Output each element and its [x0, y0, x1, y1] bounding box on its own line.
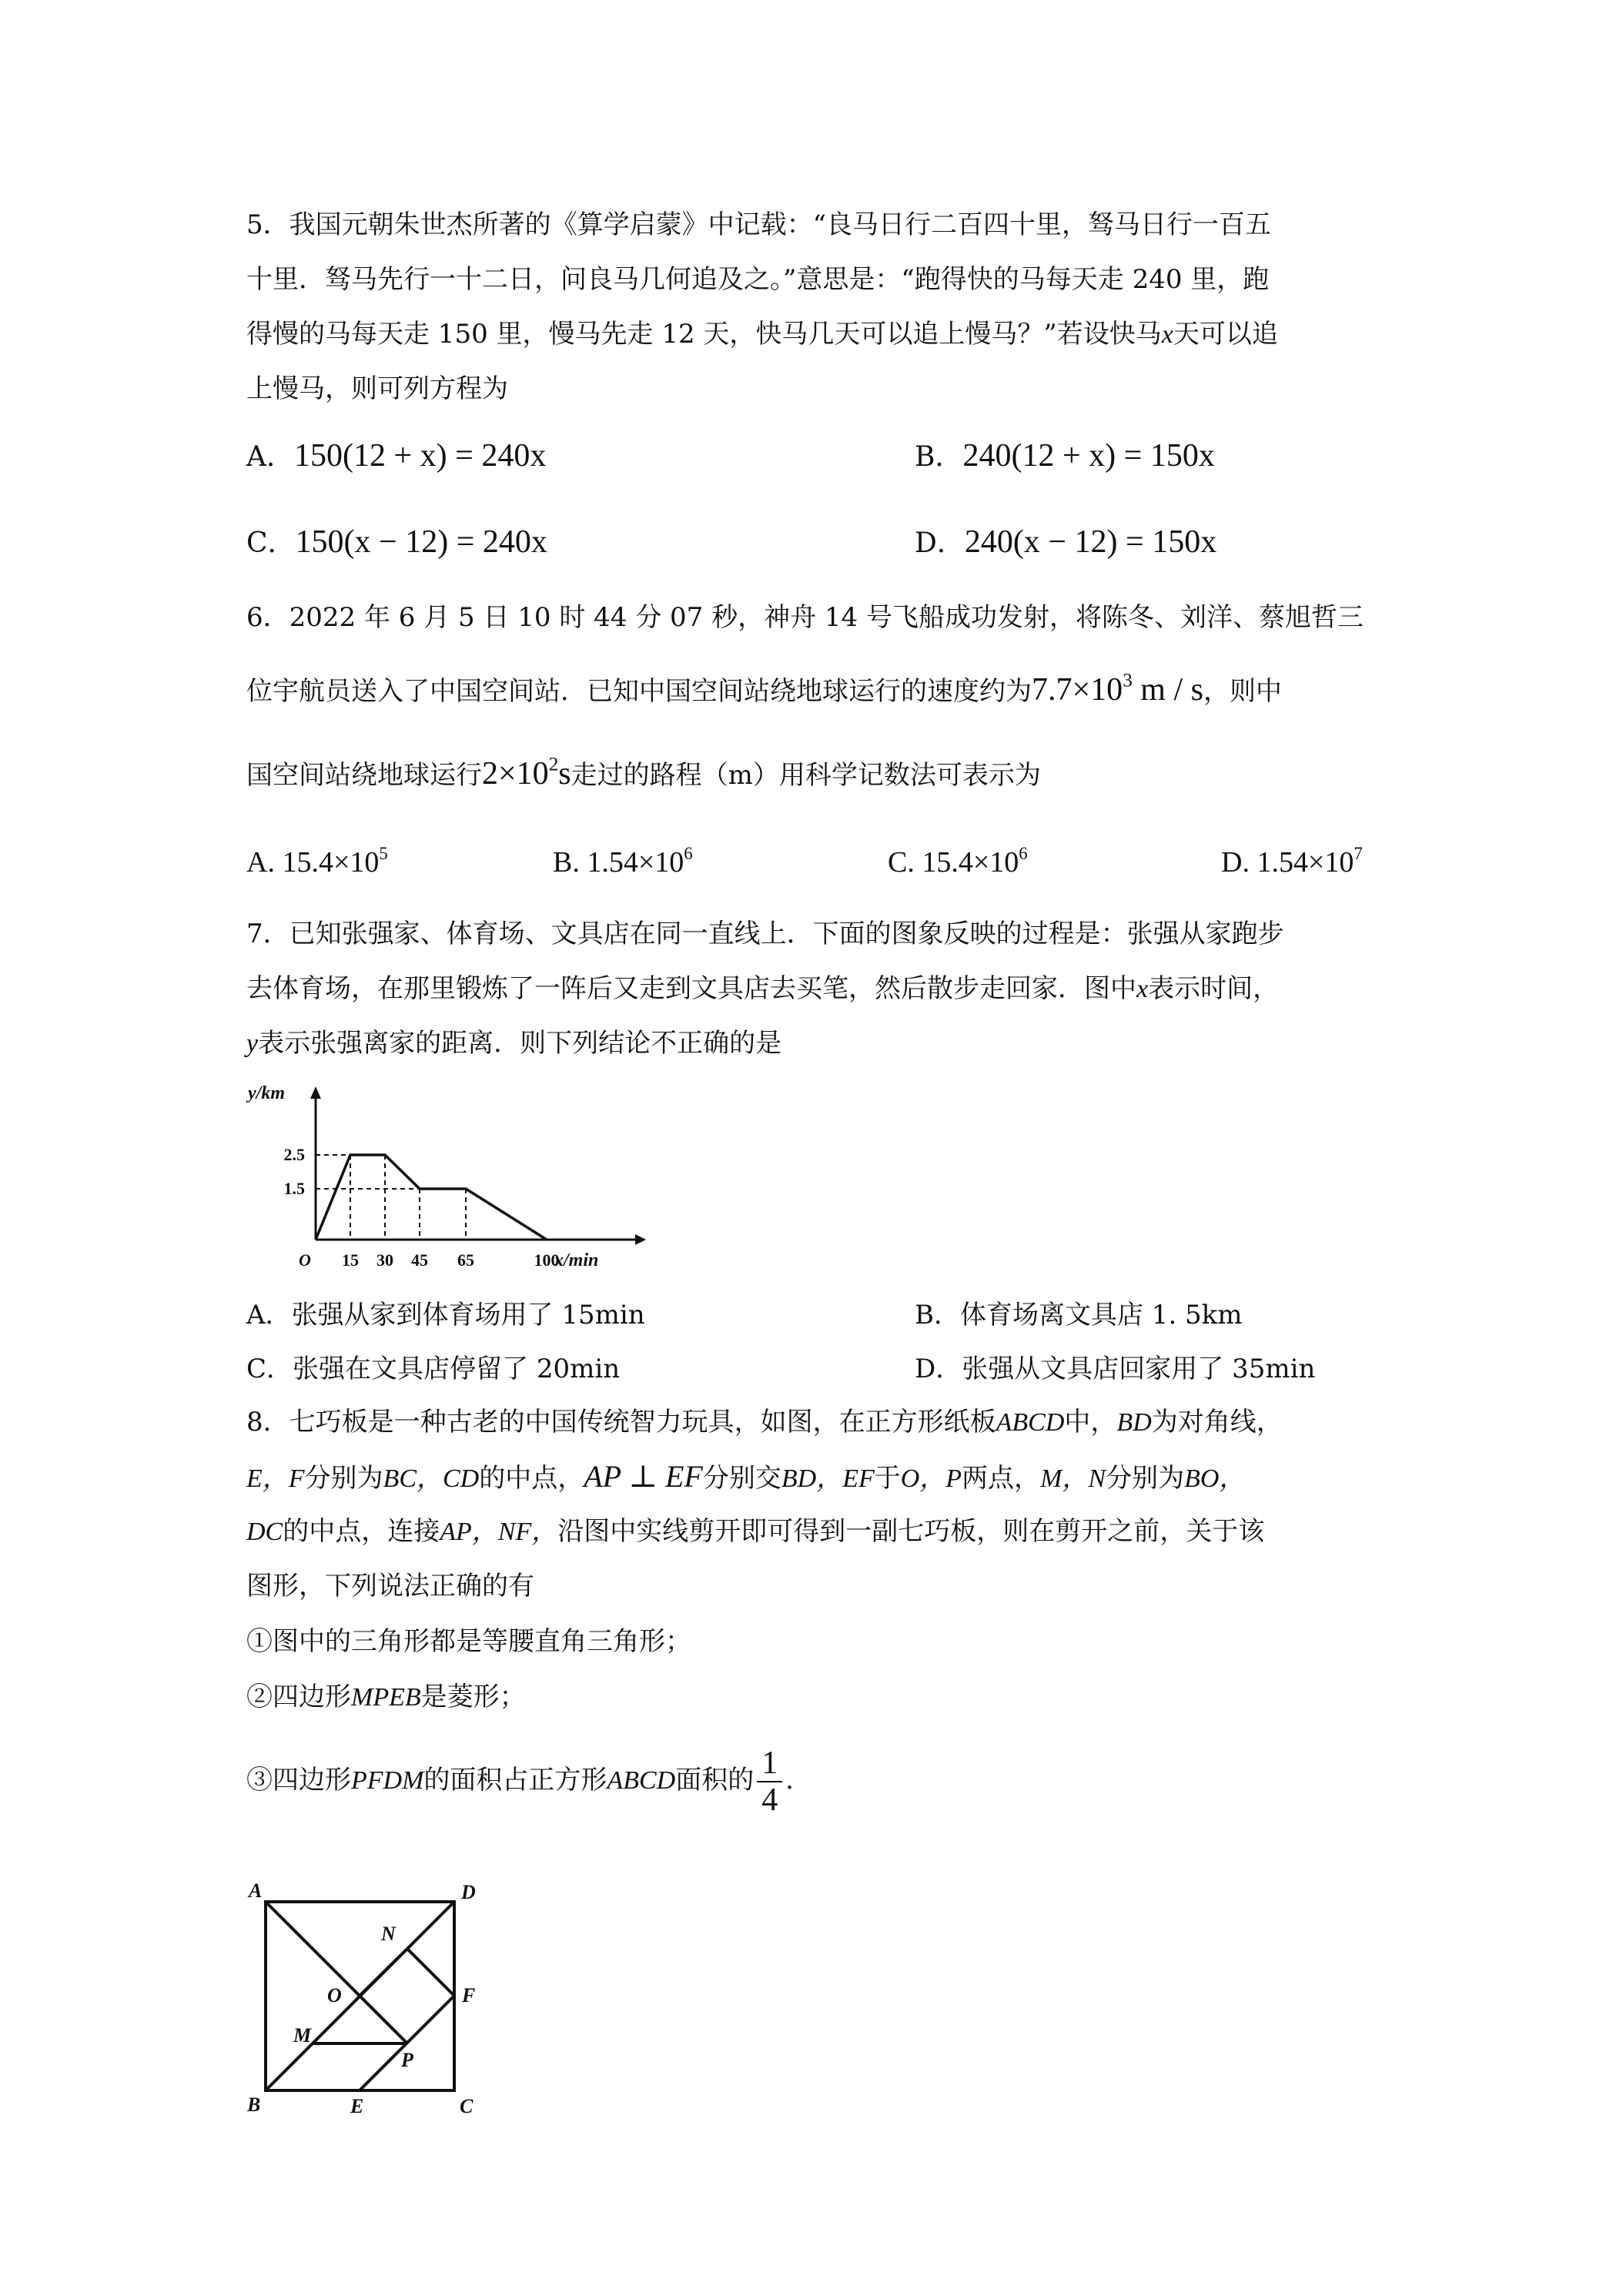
x-tick-label-65: 65 [457, 1250, 474, 1270]
x-tick-label-15: 15 [342, 1250, 359, 1270]
option-exponent: 6 [684, 844, 693, 864]
option-text: 体育场离文具店 1. 5km [960, 1300, 1243, 1330]
q7-option-c[interactable] [246, 1354, 620, 1384]
option-text: 张强在文具店停留了 20min [293, 1354, 621, 1384]
q6-line-2 [246, 670, 1282, 708]
option-exponent: 6 [1019, 844, 1028, 864]
q6-line-1: 6．2022 年 6 月 5 日 10 时 44 分 07 秒，神舟 14 号飞船成功发射，将陈冬、刘洋、蔡旭哲三 [246, 602, 1364, 633]
tangram-figure [243, 1879, 489, 2140]
label-c: C [460, 2095, 474, 2117]
option-label: D. [1221, 846, 1250, 879]
q7-option-d[interactable] [915, 1354, 1315, 1384]
label-b: B [247, 2094, 261, 2116]
q6-line-3-text: 国空间站绕地球运行 [246, 760, 482, 791]
option-expression: 240(12 + x) = 150x [962, 438, 1215, 474]
speed-value: $7.7\times 10^3$ m / s [1032, 670, 1203, 708]
option-label: A． [246, 441, 294, 473]
origin-label: O [299, 1250, 311, 1270]
q8-line-1: 8．七巧板是一种古老的中国传统智力玩具，如图，在正方形纸板ABCD中，BD为对角线， [246, 1407, 1283, 1438]
option-label: C. [888, 846, 915, 879]
q6-option-a[interactable] [246, 844, 388, 879]
q6-line-3-end: 走过的路程（m）用科学记数法可表示为 [571, 760, 1041, 791]
option-value: 1.54×10 [587, 846, 684, 879]
q6-line-2-end: ，则中 [1203, 676, 1282, 707]
q7-line-2-text: 去体育场，在那里锻炼了一阵后又走到文具店去买笔，然后散步走回家．图中 [246, 973, 1136, 1004]
option-label: A. [246, 846, 275, 879]
option-value: 1.54×10 [1257, 846, 1354, 879]
option-exponent: 7 [1354, 844, 1363, 864]
segment-no [360, 1949, 407, 1996]
q7-line-2 [246, 973, 1279, 1005]
x-tick-label-45: 45 [411, 1250, 428, 1270]
option-value: 15.4×10 [282, 846, 380, 879]
q8-line-2: E，F分别为BC，CD的中点，AP ⊥ EF分别交BD，EF于O，P两点，M，N分别为BO， [246, 1459, 1246, 1494]
q5-line-3-text: 得慢的马每天走 150 里，慢马先走 12 天，快马几天可以追上慢马？”若设快马 [246, 319, 1162, 350]
distance-time-chart [246, 1082, 647, 1278]
label-e: E [350, 2095, 364, 2117]
q5-option-c[interactable] [246, 524, 547, 560]
q7-var-y: y [246, 1029, 259, 1058]
q6-option-d[interactable] [1221, 844, 1363, 879]
option-label: D． [915, 527, 965, 559]
option-expression: 150(12 + x) = 240x [294, 438, 547, 474]
time-value: $2\times 10^2s$ [482, 754, 571, 792]
x-axis-label: x/min [554, 1250, 599, 1270]
q5-option-b[interactable] [915, 440, 1215, 473]
x-axis-arrow [635, 1234, 646, 1245]
q5-line-3 [246, 319, 1278, 350]
label-p: P [401, 2049, 413, 2071]
q7-line-3 [246, 1028, 781, 1059]
option-label: B． [915, 1300, 960, 1330]
q7-option-b[interactable] [915, 1300, 1243, 1330]
label-d: D [461, 1881, 476, 1903]
q5-line-1: 5．我国元朝朱世杰所著的《算学启蒙》中记载：“良马日行二百四十里，驽马日行一百五 [246, 209, 1272, 240]
q6-option-b[interactable] [553, 844, 693, 879]
q5-option-d[interactable] [915, 524, 1217, 560]
q7-line-3-text: 表示张强离家的距离．则下列结论不正确的是 [258, 1028, 782, 1059]
option-value: 15.4×10 [922, 846, 1019, 879]
segment-nf [407, 1949, 454, 1996]
q7-line-2-end: 表示时间， [1148, 973, 1280, 1004]
option-expression: 150(x − 12) = 240x [295, 524, 547, 560]
y-axis-label: y/km [248, 1083, 285, 1103]
q5-option-a[interactable] [246, 440, 546, 473]
q5-var-x: x [1161, 320, 1173, 349]
q6-option-c[interactable] [888, 844, 1028, 879]
q8-statement-3: ③四边形PFDM的面积占正方形ABCD面积的 $\frac{1}{4}$ ． [246, 1745, 812, 1818]
y-tick-label-1.5: 1.5 [283, 1179, 305, 1198]
label-o: O [327, 1984, 342, 2006]
option-label: B. [553, 846, 580, 879]
q6-line-2-text: 位宇航员送入了中国空间站．已知中国空间站绕地球运行的速度约为 [246, 676, 1032, 707]
option-label: B． [915, 441, 963, 473]
fraction-one-quarter: $\frac{1}{4}$ [757, 1745, 782, 1818]
q8-line-3: DC的中点，连接AP，NF，沿图中实线剪开即可得到一副七巧板，则在剪开之前，关于该 [246, 1516, 1265, 1547]
label-m: M [293, 2024, 312, 2047]
q6-line-3 [246, 754, 1041, 792]
q5-line-2: 十里．驽马先行一十二日，问良马几何追及之。”意思是：“跑得快的马每天走 240 里，跑 [246, 264, 1270, 295]
q7-var-x: x [1136, 975, 1149, 1003]
label-a: A [249, 1879, 263, 1902]
q7-option-a[interactable] [246, 1300, 645, 1330]
x-tick-label-30: 30 [376, 1250, 393, 1270]
y-tick-label-2.5: 2.5 [283, 1145, 305, 1164]
q7-line-1: 7．已知张强家、体育场、文具店在同一直线上．下面的图象反映的过程是：张强从家跑步 [246, 919, 1284, 949]
option-exponent: 5 [379, 844, 388, 864]
q8-line-4: 图形，下列说法正确的有 [246, 1571, 534, 1602]
option-label: C． [246, 1354, 293, 1384]
q8-statement-1: ①图中的三角形都是等腰直角三角形； [246, 1626, 691, 1657]
q5-line-3-end: 天可以追 [1173, 319, 1278, 350]
option-expression: 240(x − 12) = 150x [964, 524, 1217, 560]
label-n: N [381, 1923, 396, 1945]
option-label: C． [246, 527, 296, 559]
option-text: 张强从文具店回家用了 35min [962, 1354, 1316, 1384]
option-text: 张强从家到体育场用了 15min [291, 1300, 645, 1330]
x-tick-label-100: 100 [534, 1250, 560, 1270]
q5-line-4: 上慢马，则可列方程为 [246, 373, 508, 404]
q8-statement-2: ②四边形MPEB是菱形； [246, 1682, 526, 1712]
option-label: A． [246, 1300, 292, 1330]
option-label: D． [915, 1354, 962, 1384]
label-f: F [462, 1984, 476, 2006]
y-axis-arrow [310, 1086, 321, 1099]
